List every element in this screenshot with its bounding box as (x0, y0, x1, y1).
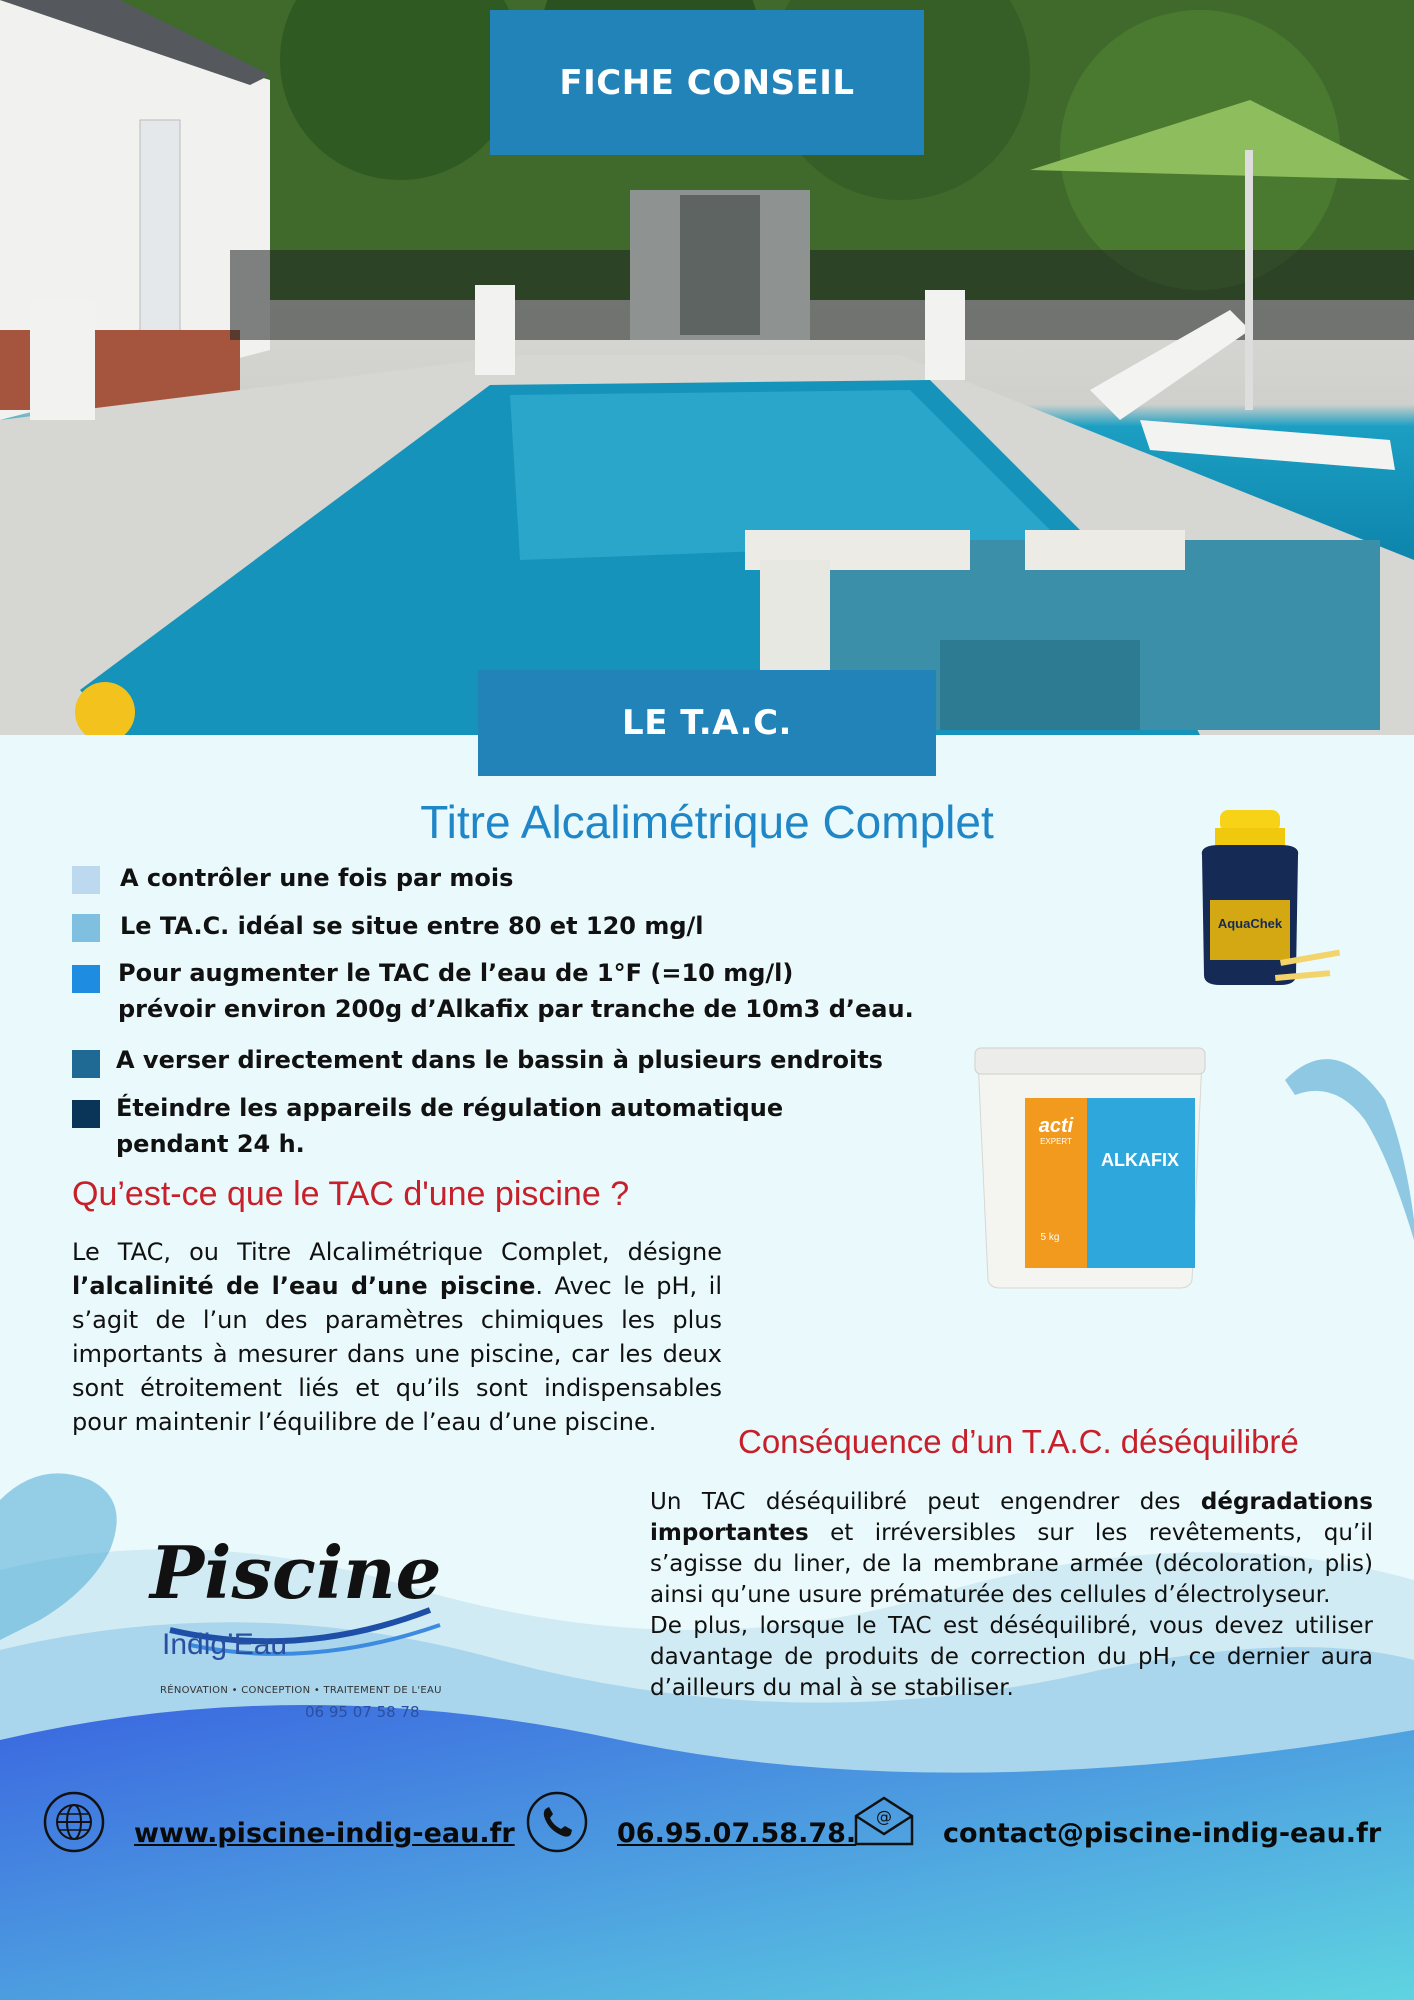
alkafix-brand-sub: EXPERT (1040, 1137, 1072, 1146)
bullet-square-icon (72, 914, 100, 942)
bullet-item (70, 860, 513, 896)
section-paragraph-what-is-tac (72, 1235, 722, 1439)
bullet-text: Pour augmenter le TAC de l’eau de 1°F (=10 mg/l) prévoir environ 200g d’Alkafix par tranche de 10m3 d’eau. (118, 959, 914, 1023)
paragraph-text: Un TAC déséquilibré peut engendrer des (650, 1489, 1201, 1515)
paragraph-bold-text: dégradations importantes (650, 1489, 1373, 1546)
bullet-text: Éteindre les appareils de régulation automatique pendant 24 h. (116, 1094, 784, 1158)
website-link[interactable]: www.piscine-indig-eau.fr (134, 1818, 515, 1849)
water-splash-decoration (1275, 1040, 1414, 1240)
bullet-square-icon (72, 866, 100, 894)
email-link[interactable]: contact@piscine-indig-eau.fr (943, 1818, 1382, 1849)
bullet-item (70, 1042, 883, 1078)
bullet-square-icon (72, 965, 100, 993)
section-title-what-is-tac: Qu’est-ce que le TAC d'une piscine ? (72, 1175, 630, 1213)
alkafix-bucket-image (970, 1040, 1210, 1290)
bullet-square-icon (72, 1100, 100, 1128)
bullet-text: Le TA.C. idéal se situe entre 80 et 120 mg/l (120, 912, 704, 940)
logo-script-text: Piscine (150, 1530, 442, 1615)
mail-icon (852, 1796, 916, 1848)
bullet-item (70, 955, 914, 1027)
phone-link[interactable]: 06.95.07.58.78. (617, 1818, 857, 1849)
section-title-consequence: Conséquence d’un T.A.C. déséquilibré (738, 1423, 1299, 1460)
paragraph-bold-text: l’alcalinité de l’eau d’une piscine (72, 1272, 536, 1300)
bullet-item (70, 1090, 783, 1162)
page-subtitle: Titre Alcalimétrique Complet (420, 796, 994, 848)
alkafix-weight: 5 kg (1040, 1232, 1060, 1243)
aquachek-bottle-image (1160, 810, 1350, 1000)
aquachek-label: AquaChek (1217, 916, 1283, 931)
bullet-item (70, 908, 704, 944)
logo-phone: 06 95 07 58 78 (305, 1703, 420, 1721)
paragraph-text: . Avec le pH, il s’agit de l’un des paramètres chimiques les plus importants à mesurer dans une piscine, car les deux sont étroitement liés et qu’ils sont indispensables pour maintenir l’équilibre de l’eau d’une piscine. (72, 1272, 722, 1436)
bullet-text: A contrôler une fois par mois (120, 864, 514, 892)
company-logo (150, 1530, 450, 1730)
bullet-text: A verser directement dans le bassin à plusieurs endroits (116, 1046, 883, 1074)
tac-banner: LE T.A.C. (478, 670, 936, 776)
footer-contact-bar (0, 1790, 1414, 1880)
globe-icon (42, 1790, 106, 1854)
alkafix-brand: acti (1038, 1115, 1074, 1137)
paragraph-text: Le TAC, ou Titre Alcalimétrique Complet, désigne (72, 1238, 722, 1266)
fiche-conseil-banner: FICHE CONSEIL (490, 10, 924, 155)
phone-icon (525, 1790, 589, 1854)
mail-at-symbol: @ (876, 1807, 892, 1826)
alkafix-name: ALKAFIX (1101, 1150, 1179, 1170)
paragraph-text: et irréversibles sur les revêtements, qu’il s’agisse du liner, de la membrane armée (décoloration, plis) ainsi qu’une usure prématurée des cellules d’électrolyseur. (650, 1520, 1373, 1608)
paragraph-text: De plus, lorsque le TAC est déséquilibré, vous devez utiliser davantage de produits de correction du pH, ce dernier aura d’ailleurs du mal à se stabiliser. (650, 1613, 1373, 1701)
bullet-square-icon (72, 1050, 100, 1078)
logo-tagline: RÉNOVATION • CONCEPTION • TRAITEMENT DE L'EAU (160, 1685, 442, 1696)
section-paragraph-consequence (650, 1487, 1373, 1704)
logo-sub-text: Indig’Eau (162, 1628, 288, 1661)
